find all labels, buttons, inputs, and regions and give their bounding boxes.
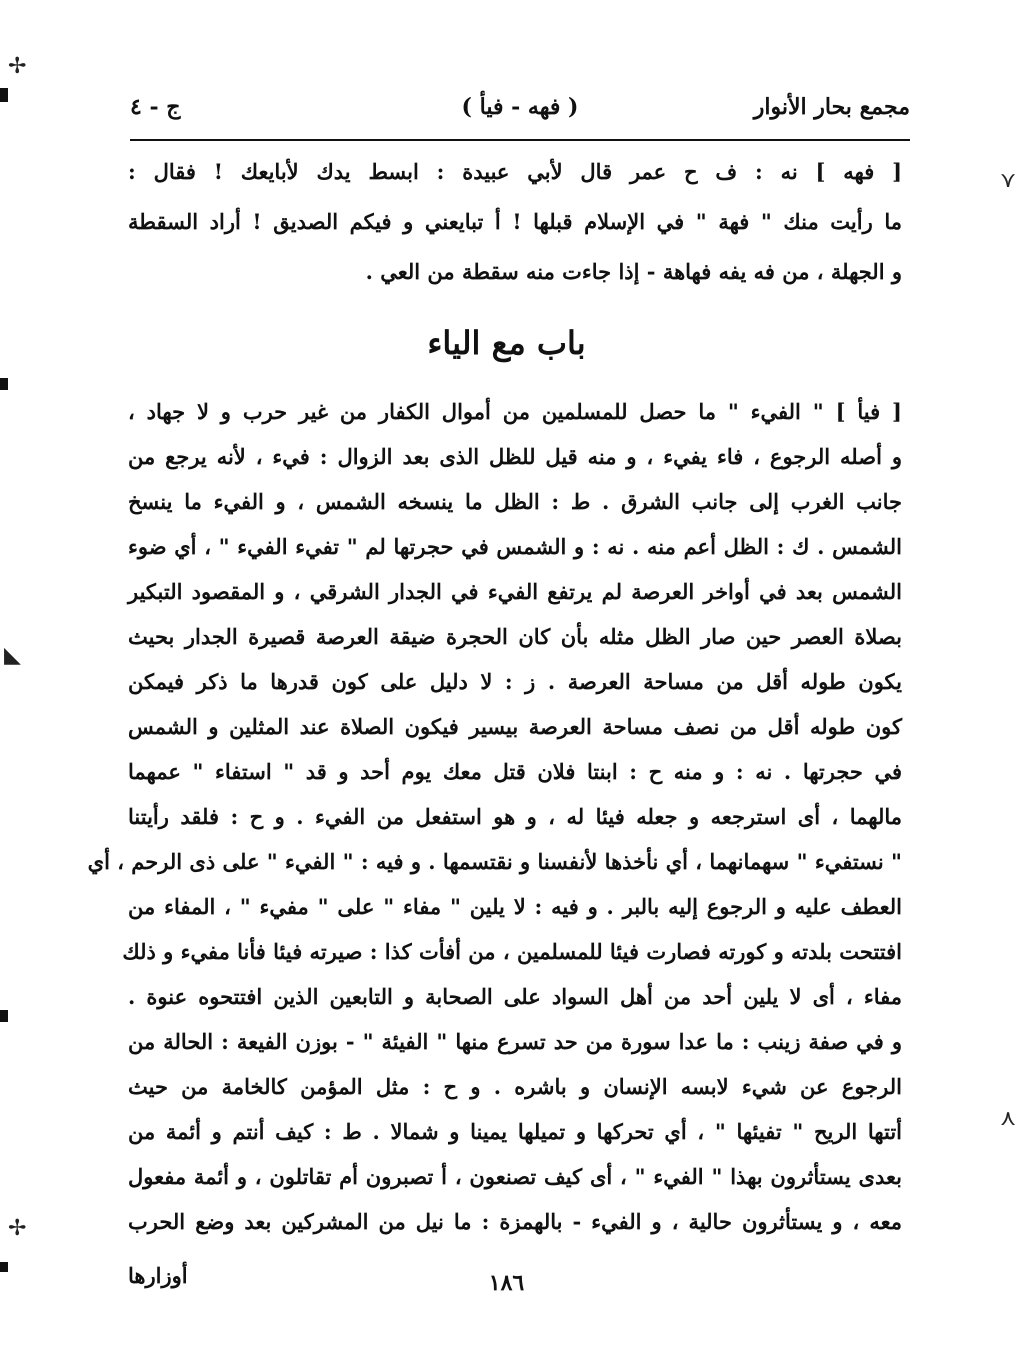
page-number: ١٨٦: [488, 1270, 525, 1296]
section-heading: باب مع الياء: [427, 324, 586, 362]
entry-range: ( فهه - فيأ ): [461, 94, 579, 120]
text-line: كون طوله أقل من نصف مساحة العرصة بيسير فيكون الصلاة عند المثلين و الشمس: [128, 714, 902, 739]
text-line: افتتحت بلدته و كورته فصارت فيئا للمسلمين ، من أفأت كذا : صيرته فيئا فأنا مفيء و ذلك: [122, 939, 902, 964]
text-line: [ فيأ ] " الفيء " ما حصل للمسلمين من أموال الكفار من غير حرب و لا جهاد ،: [128, 399, 902, 424]
margin-mark-icon: ✢: [8, 54, 27, 79]
text-line: معه ، و يستأثرون حالية ، و الفيء - بالهمزة : ما نيل من المشركين بعد وضع الحرب: [128, 1209, 902, 1234]
text-line: [ فهه ] نه : ف ح عمر قال لأبي عبيدة : ابسط يدك لأبايعك ! فقال :: [128, 159, 902, 184]
margin-bar-mark: [0, 88, 8, 102]
text-line: الشمس بعد في أواخر العرصة لم يرتفع الفيء في الجدار الشرقي ، و المقصود التبكير: [128, 579, 902, 604]
text-line: الشمس . ك : الظل أعم منه . نه : و الشمس في حجرتها لم " تفيء الفيء " ، أي ضوء: [128, 534, 902, 559]
text-line: " نستفيء " سهمانهما ، أي نأخذها لأنفسنا و نقتسمها . و فيه : " الفيء " على ذى الرحم ، أي: [87, 849, 902, 874]
margin-mark-icon: ⋎: [1000, 168, 1016, 193]
header-rule: [130, 139, 910, 141]
text-line: في حجرتها . نه : و منه ح : ابنتا فلان قتل معك يوم أحد و قد " استفاء " عمهما: [128, 759, 902, 784]
text-line: الرجوع عن شيء لابسه الإنسان و باشره . و ح : مثل المؤمن كالخامة من حيث: [128, 1074, 902, 1099]
margin-mark-icon: ✢: [8, 1216, 27, 1241]
text-line: مالهما ، أى استرجعه و جعله فيئا له ، و هو استفعل من الفيء . و ح : فلقد رأيتنا: [128, 804, 902, 829]
book-title: مجمع بحار الأنوار: [753, 94, 910, 120]
text-line: جانب الغرب إلى جانب الشرق . ط : الظل ما ينسخه الشمس ، و الفيء ما ينسخ: [128, 489, 902, 514]
text-line: ما رأيت منك " فهة " في الإسلام قبلها ! أ تبايعني و فيكم الصديق ! أراد السقطة: [128, 209, 902, 234]
margin-mark-icon: ◣: [4, 643, 21, 668]
margin-mark-icon: ⋏: [1000, 1106, 1016, 1131]
catchword: أوزارها: [128, 1263, 188, 1288]
text-line: و في صفة زينب : ما عدا سورة من حد تسرع منها " الفيئة " - بوزن الفيعة : الحالة من: [128, 1029, 902, 1054]
text-line: يكون طوله أقل من مساحة العرصة . ز : لا دليل على كون قدرها ما ذكر فيمكن: [128, 669, 902, 694]
text-line: بعدى يستأثرون بهذا " الفيء " ، أى كيف تصنعون ، أ تصبرون أم تقاتلون ، و أئمة مفعول: [128, 1164, 902, 1189]
text-line: بصلاة العصر حين صار الظل مثله بأن كان الحجرة ضيقة العرصة قصيرة الجدار بحيث: [128, 624, 902, 649]
text-line: و الجهلة ، من فه يفه فهاهة - إذا جاءت منه سقطة من العي .: [365, 259, 902, 284]
text-line: العطف عليه و الرجوع إليه بالبر . و فيه : لا يلين " مفاء " على " مفيء " ، المفاء من: [128, 894, 902, 919]
volume-number: ج - ٤: [130, 94, 181, 120]
running-header: [130, 90, 910, 130]
margin-bar-mark: [0, 1010, 8, 1022]
text-line: أتتها الريح " تفيئها " ، أي تحركها و تميلها يمينا و شمالا . ط : كيف أنتم و أئمة من: [128, 1119, 902, 1144]
text-line: مفاء ، أى لا يلين أحد من أهل السواد على الصحابة و التابعين الذين افتتحوه عنوة .: [128, 984, 902, 1009]
margin-bar-mark: [0, 378, 8, 390]
text-line: و أصله الرجوع ، فاء يفيء ، و منه قيل للظل الذى بعد الزوال : فيء ، لأنه يرجع من: [128, 444, 902, 469]
